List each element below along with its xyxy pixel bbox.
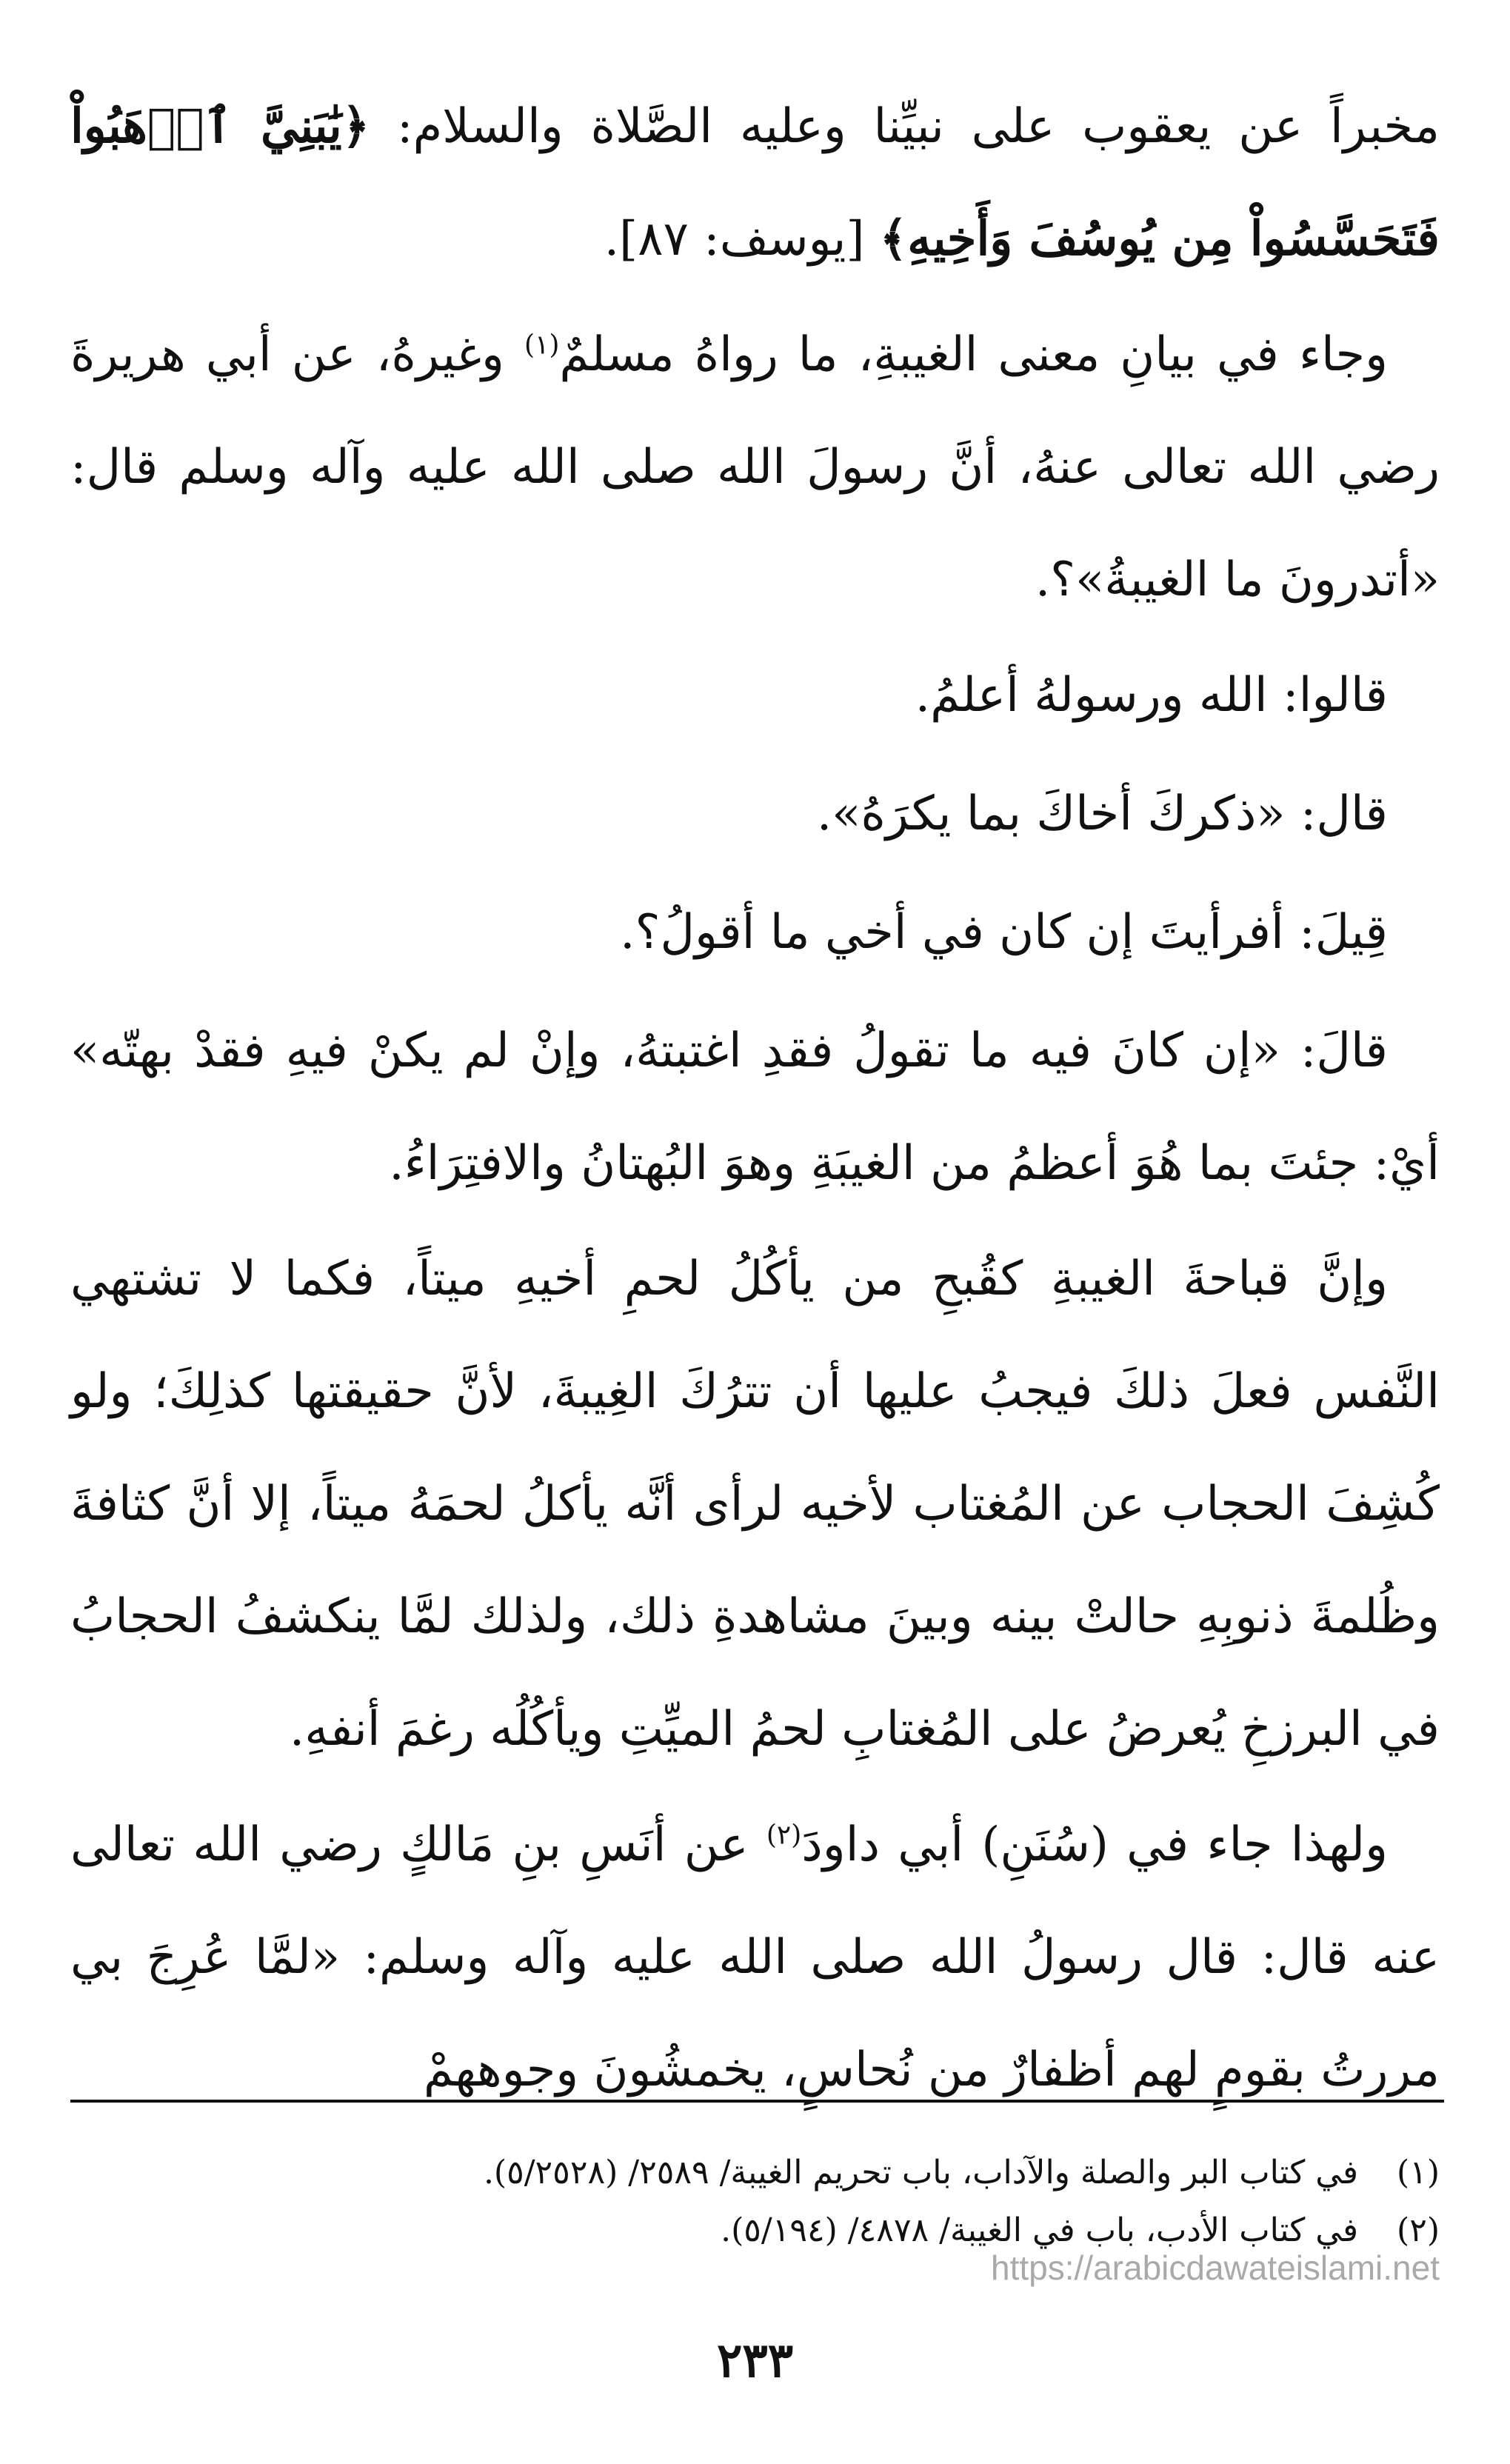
paragraph-abu-dawud-hadith <box>70 1789 1440 2126</box>
paragraph-text: ولهذا جاء في (سُنَنِ) أبي داودَ <box>801 1817 1389 1872</box>
footnote-number: (٢) <box>1397 2211 1440 2249</box>
footnote-text: في كتاب الأدب، باب في الغيبة/ ٤٨٧٨/ (٥/١٩٤). <box>721 2211 1358 2249</box>
paragraph-it-was-said: قِيلَ: أفرأيتَ إن كان في أخي ما أقولُ؟. <box>620 905 1388 960</box>
paragraph-text: مخبراً عن يعقوب على نبيِّنا وعليه الصَّلاة والسلام: <box>370 99 1440 154</box>
paragraph-they-said: قالوا: الله ورسولهُ أعلمُ. <box>915 668 1388 723</box>
page-number: ٢٣٣ <box>716 2333 794 2388</box>
footnote-number: (١) <box>1397 2154 1440 2191</box>
paragraph-jacob-quote <box>70 70 1440 296</box>
watermark-url: https://arabicdawateislami.net <box>991 2248 1440 2287</box>
paragraph-text: وغيرهُ، عن أبي هريرةَ رضي الله تعالى عنهُ، أنَّ رسولَ الله صلى الله عليه وآله وسلم قال: «أتدرونَ ما الغيبةُ»؟. <box>70 327 1440 607</box>
footnote-1 <box>66 2144 1440 2202</box>
footnote-marker-1: (١) <box>524 330 560 361</box>
paragraph-text: عن أنَسِ بنِ مَالكٍ رضي الله تعالى عنه قال: قال رسولُ الله صلى الله عليه وآله وسلم: «لمَّا عُرِجَ بي مررتُ بقومٍ لهم أظفارٌ من نُحاسٍ، يخمشُونَ وجوههمْ <box>70 1817 1440 2097</box>
quran-verse: ﴿يَٰبَنِيَّ ٱذۡهَبُواْ فَتَحَسَّسُواْ مِن يُوسُفَ وَأَخِيهِ﴾ <box>70 99 1440 267</box>
footnote-text: في كتاب البر والصلة والآداب، باب تحريم الغيبة/ ٢٥٨٩/ (٥/٢٥٢٨). <box>483 2154 1358 2191</box>
paragraph-he-said: قال: «ذكركَ أخاكَ بما يكرَهُ». <box>816 787 1388 841</box>
paragraph-text: وجاء في بيانِ معنى الغيبةِ، ما رواهُ مسلمٌ <box>559 327 1389 382</box>
paragraph-answer: قالَ: «إن كانَ فيه ما تقولُ فقدِ اغتبتهُ، وإنْ لم يكنْ فيهِ فقدْ بهتّه» أيْ: جئتَ بما هُوَ أعظمُ من الغيبَةِ وهوَ البُهتانُ والافتِرَاءُ. <box>70 1024 1440 1191</box>
footnote-divider <box>70 2100 1444 2103</box>
footnotes <box>66 2144 1440 2260</box>
paragraph-ghiba-meaning <box>70 298 1440 636</box>
footnote-marker-2: (٢) <box>766 1820 802 1851</box>
verse-reference: [يوسف: ٨٧]. <box>604 212 880 267</box>
paragraph-ugliness-of-ghiba: وإنَّ قباحةَ الغيبةِ كقُبحِ من يأكُلُ لحمِ أخيهِ ميتاً، فكما لا تشتهي النَّفس فعلَ ذلكَ فيجبُ عليها أن تترُكَ الغِيبةَ، لأنَّ حقيقتها كذلِكَ؛ ولو كُشِفَ الحجاب عن المُغتاب لأخيه لرأى أنَّه يأكلُ لحمَهُ ميتاً، إلا أنَّ كثافةَ وظُلمةَ ذنوبِهِ حالتْ بينه وبينَ مشاهدةِ ذلك، ولذلك لمَّا ينكشفُ الحجابُ في البرزخِ يُعرضُ على المُغتابِ لحمُ الميِّتِ ويأكُلُه رغمَ أنفهِ. <box>70 1252 1440 1757</box>
